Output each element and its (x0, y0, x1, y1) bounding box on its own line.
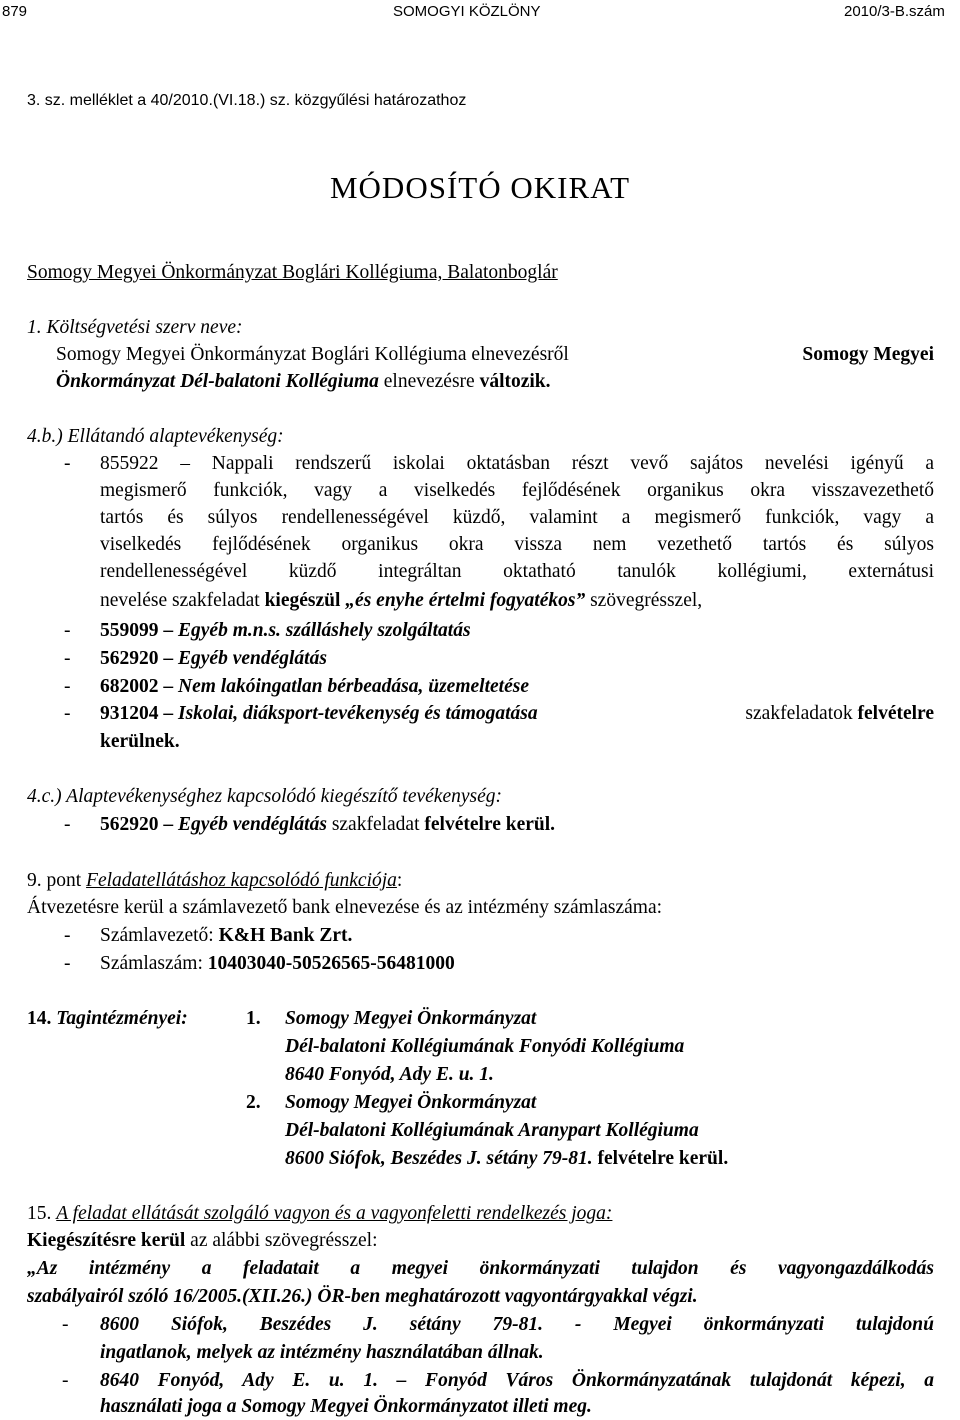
section1-heading-text: 1. Költségvetési szerv neve: (27, 317, 243, 338)
section14-heading (27, 1006, 188, 1032)
activity-name: Egyéb vendéglátás (178, 648, 327, 669)
list-dash: - (64, 676, 71, 697)
page-header (0, 0, 960, 24)
member-unit-number: 2. (246, 1092, 261, 1113)
journal-name: SOMOGYI KÖZLÖNY (393, 3, 541, 20)
annex-reference: 3. sz. melléklet a 40/2010.(VI.18.) sz. közgyűlési határozathoz (27, 92, 467, 109)
member-unit-address-line (285, 1146, 728, 1172)
property-fonyod-line2: használati joga a Somogy Megyei Önkormányzatot illeti meg. (100, 1396, 592, 1417)
bank-label: Számlavezető: (100, 925, 219, 946)
section9-heading (27, 868, 402, 894)
member-unit-address: 8640 Fonyód, Ady E. u. 1. (285, 1064, 494, 1085)
text-fragment: nevelése szakfeladat (100, 590, 265, 611)
old-name-text: Somogy Megyei Önkormányzat Boglári Kollégiuma elnevezésről (56, 344, 569, 365)
section15-heading (27, 1201, 612, 1227)
text-fragment: szövegrésszel, (585, 590, 703, 611)
activity-931204 (100, 701, 934, 727)
list-dash: - (64, 814, 71, 835)
added-word: felvételre (857, 703, 934, 724)
activity-code: 682002 – (100, 676, 178, 697)
account-line (100, 951, 455, 977)
property-siofok-line1: 8600 Siófok, Beszédes J. sétány 79-81. - Megyei önkormányzati tulajdonú (100, 1314, 934, 1335)
list-dash: - (64, 703, 71, 724)
activity-682002 (100, 674, 529, 700)
activity-855922-line3: tartós és súlyos rendellenességével küzdő, valamint a megismerő funkciók, vagy a (100, 507, 934, 528)
activity-855922-line4: viselkedés fejlődésének organikus okra vissza nem vezethető tartós és súlyos (100, 534, 934, 555)
activity-code: 562920 – (100, 648, 178, 669)
quote-line1: „Az intézmény a feladatait a megyei önkormányzati tulajdon és vagyongazdálkodás (27, 1258, 934, 1279)
new-name-part2: Önkormányzat Dél-balatoni Kollégiuma (56, 371, 379, 392)
activity-855922-line5: rendellenességével küzdő integráltan oktatható tanulók kollégiumi, externátusi (100, 561, 934, 582)
section-number: 14. (27, 1008, 57, 1029)
activity-code: 562920 – (100, 814, 178, 835)
bank-line (100, 923, 352, 949)
section9-text: Átvezetésre kerül a számlavezető bank elnevezése és az intézmény számlaszáma: (27, 897, 663, 918)
text-fragment: szakfeladat (326, 814, 425, 835)
member-unit-owner: Somogy Megyei Önkormányzat (285, 1092, 537, 1113)
list-dash: - (64, 453, 71, 474)
institution-name: Somogy Megyei Önkormányzat Boglári Kollégiuma, Balatonboglár (27, 262, 558, 283)
section-title: Feladatellátáshoz kapcsolódó funkciója (86, 870, 397, 891)
section1-line1 (56, 342, 934, 368)
account-label: Számlaszám: (100, 953, 208, 974)
page-number: 879 (2, 3, 28, 20)
activity-562920-supplementary (100, 812, 555, 838)
quote-line2: szabályairól szóló 16/2005.(XII.26.) ÖR-ben meghatározott vagyontárgyakkal végzi. (27, 1286, 698, 1307)
section1-heading (27, 315, 243, 341)
section4b-heading: 4.b.) Ellátandó alaptevékenység: (27, 426, 284, 447)
section1-line2 (56, 369, 551, 395)
issue-label: 2010/3-B.szám (844, 3, 945, 20)
property-fonyod-line1: 8640 Fonyód, Ady E. u. 1. – Fonyód Város Önkormányzatának tulajdonát képezi, a (100, 1370, 934, 1391)
activity-855922-line1: 855922 – Nappali rendszerű iskolai oktatásban részt vevő sajátos nevelési igényű a (100, 453, 934, 474)
activity-name: Egyéb m.n.s. szálláshely szolgáltatás (178, 620, 471, 641)
member-unit-name: Dél-balatoni Kollégiumának Fonyódi Kollégiuma (285, 1036, 685, 1057)
member-unit-name: Dél-balatoni Kollégiumának Aranypart Kollégiuma (285, 1120, 699, 1141)
list-dash: - (64, 648, 71, 669)
member-unit-number: 1. (246, 1008, 261, 1029)
new-name-part1: Somogy Megyei (802, 344, 934, 365)
bank-name: K&H Bank Zrt. (218, 925, 353, 946)
section15-intro (27, 1228, 378, 1254)
activity-855922-line6 (100, 588, 702, 614)
added-phrase: felvételre kerül. (592, 1148, 729, 1169)
activity-code: 559099 – (100, 620, 178, 641)
rename-text: elnevezésre (378, 371, 480, 392)
member-unit-owner: Somogy Megyei Önkormányzat (285, 1008, 537, 1029)
activity-562920 (100, 646, 327, 672)
text-fragment: : (396, 870, 403, 891)
list-dash: - (64, 925, 71, 946)
document-title: MÓDOSÍTÓ OKIRAT (329, 170, 631, 205)
added-phrase: „és enyhe értelmi fogyatékos” (340, 590, 586, 611)
account-number: 10403040-50526565-56481000 (207, 953, 455, 974)
changes-word: változik. (479, 371, 551, 392)
activity-name: Iskolai, diáksport-tevékenység és támogatása (178, 703, 538, 724)
section4c-heading: 4.c.) Alaptevékenységhez kapcsolódó kiegészítő tevékenység: (27, 786, 503, 807)
added-phrase: felvételre kerül. (424, 814, 556, 835)
property-siofok-line2: ingatlanok, melyek az intézmény használatában állnak. (100, 1342, 544, 1363)
section-title: Tagintézményei: (56, 1008, 188, 1029)
list-dash: - (62, 1370, 69, 1391)
activity-code: 931204 – (100, 703, 178, 724)
activity-855922-line2: megismerő funkciók, vagy a viselkedés fejlődésének organikus okra visszavezethető (100, 480, 934, 501)
list-dash: - (64, 953, 71, 974)
list-dash: - (64, 620, 71, 641)
section-number: 9. pont (27, 870, 87, 891)
supplemented-word: kiegészül (264, 590, 341, 611)
activity-559099 (100, 618, 471, 644)
supplemented-phrase: Kiegészítésre kerül (27, 1230, 186, 1251)
activity-931204-line2: kerülnek. (100, 731, 180, 752)
activity-name: Nem lakóingatlan bérbeadása, üzemeltetése (178, 676, 529, 697)
section-title: A feladat ellátását szolgáló vagyon és a vagyonfeletti rendelkezés joga: (56, 1203, 613, 1224)
activity-name: Egyéb vendéglátás (178, 814, 327, 835)
text-fragment: az alábbi szövegrésszel: (185, 1230, 378, 1251)
list-dash: - (62, 1314, 69, 1335)
text-fragment: szakfeladatok (745, 703, 858, 724)
member-unit-address: 8600 Siófok, Beszédes J. sétány 79-81. (285, 1148, 593, 1169)
section-number: 15. (27, 1203, 57, 1224)
